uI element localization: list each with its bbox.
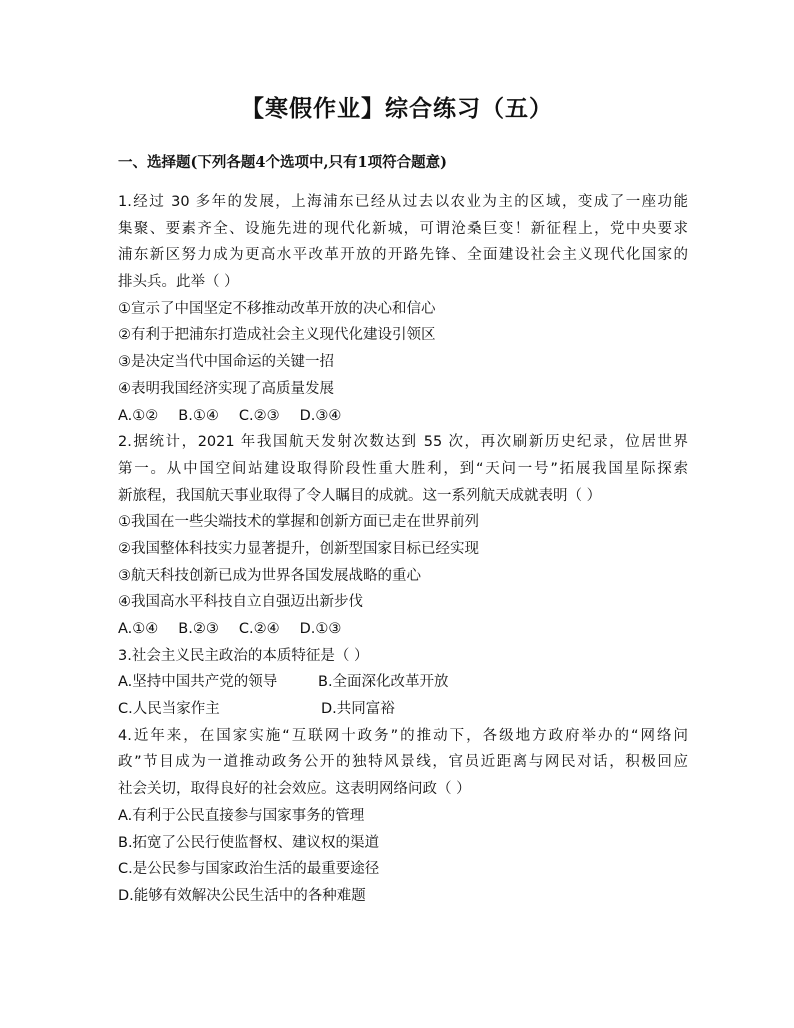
question-2 — [118, 429, 688, 643]
statement: ④表明我国经济实现了高质量发展 — [118, 380, 334, 397]
option-a: A.坚持中国共产党的领导 — [118, 674, 278, 691]
question-list — [118, 189, 688, 910]
option-d: D.①③ — [299, 621, 342, 637]
option-c: C.②③ — [238, 407, 280, 424]
question-stem-line: 4.近年来，在国家实施“互联网十政务”的推动下，各级地方政府举办的“网络问 — [118, 727, 688, 744]
question-stem-line: 社会关切，取得良好的社会效应。这表明网络问政（ ） — [118, 781, 471, 798]
section-heading: 一、选择题(下列各题4个选项中,只有1项符合题意) — [118, 154, 447, 171]
options-row — [118, 403, 688, 430]
question-stem-line: 3.社会主义民主政治的本质特征是（ ） — [118, 647, 369, 664]
option-b: B.②③ — [178, 621, 219, 637]
options-row — [118, 696, 688, 723]
option-c: C.人民当家作主 — [118, 701, 220, 718]
question-1 — [118, 189, 688, 429]
options-row — [118, 669, 688, 696]
option-a: A.①④ — [118, 621, 159, 637]
statement: ③航天科技创新已成为世界各国发展战略的重心 — [118, 567, 421, 584]
option-d: D.共同富裕 — [321, 701, 395, 718]
option-d: D.③④ — [299, 407, 342, 424]
option-c: C.②④ — [238, 621, 280, 637]
question-stem-line: 排头兵。此举（ ） — [118, 274, 239, 291]
question-stem-line: 新旅程，我国航天事业取得了令人瞩目的成就。这一系列航天成就表明（ ） — [118, 487, 602, 504]
statement: ②有利于把浦东打造成社会主义现代化建设引领区 — [118, 327, 436, 344]
document-title: 【寒假作业】综合练习（五） — [241, 96, 553, 122]
option-a: A.①② — [118, 407, 159, 424]
option-b: B.①④ — [178, 407, 219, 424]
question-stem-line: 1.经过 30 多年的发展，上海浦东已经从过去以农业为主的区域，变成了一座功能 — [118, 194, 688, 210]
option-d: D.能够有效解决公民生活中的各种难题 — [118, 887, 366, 904]
option-c: C.是公民参与国家政治生活的最重要途径 — [118, 861, 380, 878]
question-4 — [118, 723, 688, 910]
option-b: B.拓宽了公民行使监督权、建议权的渠道 — [118, 834, 380, 851]
statement: ①我国在一些尖端技术的掌握和创新方面已走在世界前列 — [118, 514, 479, 531]
options-row — [118, 616, 688, 643]
question-3 — [118, 643, 688, 723]
option-b: B.全面深化改革开放 — [318, 674, 449, 691]
option-a: A.有利于公民直接参与国家事务的管理 — [118, 807, 365, 824]
statement: ①宣示了中国坚定不移推动改革开放的决心和信心 — [118, 300, 436, 317]
question-stem-line: 2.据统计，2021 年我国航天发射次数达到 55 次，再次刷新历史纪录，位居世界 — [118, 434, 688, 451]
statement: ③是决定当代中国命运的关键一招 — [118, 354, 334, 371]
question-stem-line: 第一。从中国空间站建设取得阶段性重大胜利，到“天问一号”拓展我国星际探索 — [118, 460, 688, 477]
question-stem-line: 集聚、要素齐全、设施先进的现代化新城，可谓沧桑巨变！新征程上，党中央要求 — [118, 220, 688, 237]
question-stem-line: 政”节目成为一道推动政务公开的独特风景线，官员近距离与网民对话，积极回应 — [118, 754, 688, 771]
statement: ②我国整体科技实力显著提升，创新型国家目标已经实现 — [118, 540, 479, 557]
question-stem-line: 浦东新区努力成为更高水平改革开放的开路先锋、全面建设社会主义现代化国家的 — [118, 247, 688, 264]
statement: ④我国高水平科技自立自强迈出新步伐 — [118, 594, 363, 611]
